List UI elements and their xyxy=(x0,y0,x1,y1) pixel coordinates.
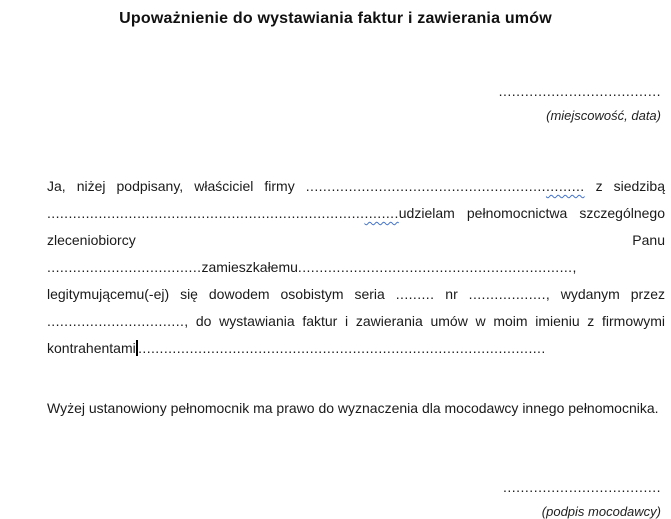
place-date-block xyxy=(47,82,665,125)
body-text: Ja, niżej podpisany, właściciel firmy xyxy=(47,178,306,194)
body-text: kontrahentami xyxy=(47,340,136,356)
dotted-blank: .......................................................................... xyxy=(47,205,365,221)
body-line[interactable] xyxy=(47,200,665,227)
body-text: , do wystawiania faktur i zawierania umów w moim imieniu z firmowymi xyxy=(184,313,665,329)
body-line[interactable] xyxy=(47,335,665,362)
signature-dotted-line[interactable]: .................................... xyxy=(502,479,661,495)
body-text: zamieszkałemu xyxy=(201,259,298,275)
body-text: z siedzibą xyxy=(584,178,665,194)
body-text: udzielam pełnomocnictwa szczególnego xyxy=(398,205,665,221)
place-date-dotted-line[interactable]: ..................................... xyxy=(498,83,661,99)
body-line[interactable] xyxy=(47,281,665,308)
document-title[interactable]: Upoważnienie do wystawiania faktur i zawierania umów xyxy=(119,10,552,27)
dotted-blank: ........................................................ xyxy=(305,178,546,194)
dotted-blank-spellcheck-underline: ........ xyxy=(364,205,399,221)
dotted-blank: ......... xyxy=(395,286,435,302)
dotted-blank: ................................ xyxy=(47,313,185,329)
body-line[interactable] xyxy=(47,227,665,281)
body-text: legitymującemu(-ej) się dowodem osobistym seria xyxy=(47,286,396,302)
body-text: , xyxy=(572,259,577,275)
place-date-caption: (miejscowość, data) xyxy=(546,108,661,123)
dotted-blank-spellcheck-underline: ......... xyxy=(545,178,585,194)
signature-caption: (podpis mocodawcy) xyxy=(541,504,661,519)
body-line[interactable] xyxy=(47,173,665,200)
dotted-blank: .................................... xyxy=(47,259,202,275)
body-text: nr xyxy=(434,286,469,302)
body-text: , wydanym przez xyxy=(545,286,665,302)
dotted-blank: ............................................................................................... xyxy=(138,340,546,356)
body-line[interactable] xyxy=(47,308,665,335)
signature-block xyxy=(47,478,665,519)
dotted-blank: .................. xyxy=(468,286,546,302)
body-text: zleceniobiorcy Panu xyxy=(47,232,665,248)
main-paragraph[interactable] xyxy=(47,173,665,362)
dotted-blank: ................................................................ xyxy=(297,259,573,275)
second-paragraph[interactable]: Wyżej ustanowiony pełnomocnik ma prawo do wyznaczenia dla mocodawcy innego pełnomocnika. xyxy=(47,400,659,416)
